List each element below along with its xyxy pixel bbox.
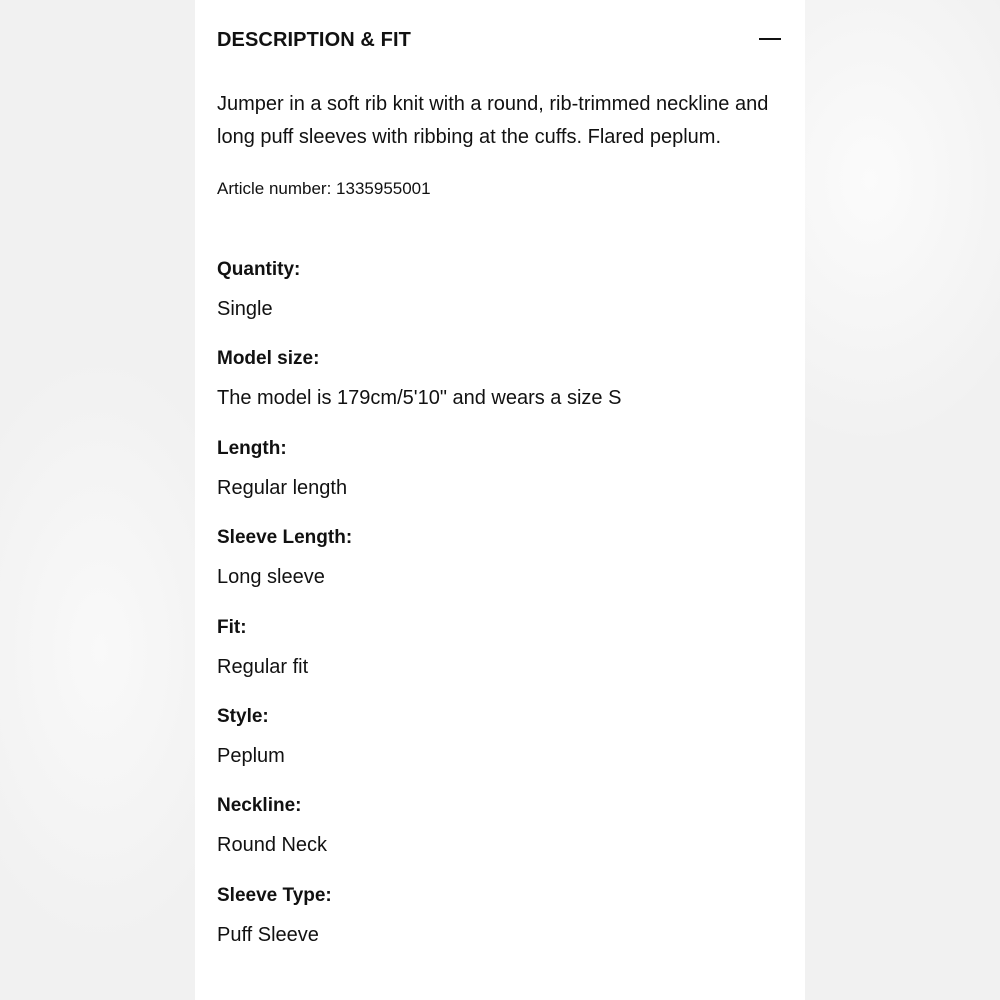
spec-label: Fit: [217, 616, 247, 638]
spec-value: Round Neck [217, 834, 328, 857]
spec-label: Sleeve Type: [217, 884, 332, 906]
spec-value: Regular length [217, 476, 348, 499]
collapse-button[interactable] [757, 25, 783, 51]
spec-label: Length: [217, 437, 287, 459]
spec-value: Single [217, 298, 273, 320]
spec-item-sleeve-type [217, 885, 783, 974]
spec-value: Peplum [217, 744, 285, 767]
spec-list [217, 259, 783, 974]
spec-value: The model is 179cm/5'10" and wears a size S [217, 387, 622, 410]
product-description: Jumper in a soft rib knit with a round, rib-trimmed neckline and long puff sleeves with ribbing at the cuffs. Flared peplum. [217, 93, 769, 148]
spec-value: Long sleeve [217, 566, 325, 589]
spec-value: Regular fit [217, 655, 309, 678]
spec-label: Neckline: [217, 795, 302, 817]
spec-item-style [217, 706, 783, 795]
spec-item-model-size [217, 348, 783, 437]
description-fit-panel [195, 0, 805, 1000]
accordion-header[interactable] [217, 0, 783, 80]
article-number: Article number: 1335955001 [217, 179, 431, 198]
spec-label: Model size: [217, 348, 320, 370]
minus-icon [759, 38, 781, 40]
section-title: DESCRIPTION & FIT [217, 29, 411, 51]
spec-label: Quantity: [217, 259, 301, 280]
spec-item-neckline [217, 795, 783, 884]
spec-label: Style: [217, 705, 269, 727]
spec-item-sleeve-length [217, 527, 783, 616]
spec-item-length [217, 438, 783, 527]
spec-value: Puff Sleeve [217, 923, 319, 946]
spec-item-quantity [217, 259, 783, 348]
spec-label: Sleeve Length: [217, 527, 353, 549]
spec-item-fit [217, 617, 783, 706]
